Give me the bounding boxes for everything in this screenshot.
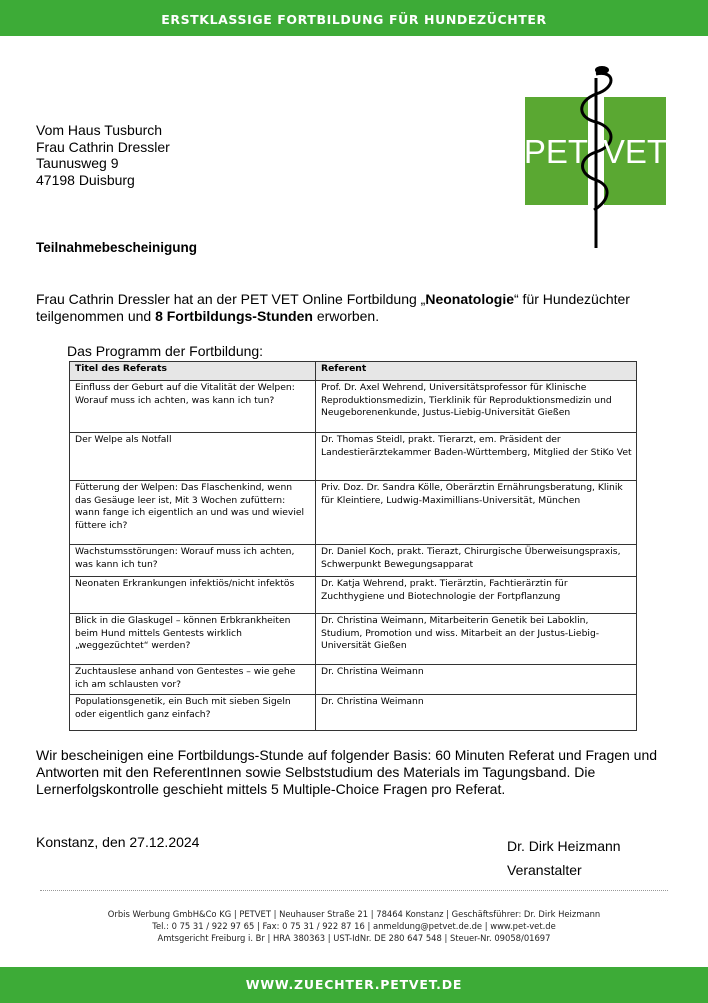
footer-line: Orbis Werbung GmbH&Co KG | PETVET | Neuhauser Straße 21 | 78464 Konstanz | Geschäftsführer: Dr. Dirk Heizmann [107,909,601,919]
document-heading: Teilnahmebescheinigung [36,240,198,255]
talk-speaker: Dr. Christina Weimann [316,695,637,731]
table-row [70,481,637,545]
talk-title: Einfluss der Geburt auf die Vitalität der Welpen: Worauf muss ich achten, was kann ich tun? [70,381,316,433]
talk-title: Wachstumsstörungen: Worauf muss ich achten, was kann ich tun? [70,545,316,577]
talk-speaker: Dr. Christina Weimann, Mitarbeiterin Genetik bei Laboklin, Studium, Promotion und wiss. Mitarbeit an der Justus-Liebig-Universität Gießen [316,614,637,665]
place-date: Konstanz, den 27.12.2024 [36,834,200,850]
course-name: Neonatologie [425,291,514,307]
table-row [70,545,637,577]
address-line: Vom Haus Tusburch [36,122,163,138]
table-row [70,381,637,433]
table-row [70,614,637,665]
signer-role: Veranstalter [507,862,582,878]
talk-speaker: Dr. Christina Weimann [316,665,637,695]
talk-speaker: Dr. Thomas Steidl, prakt. Tierarzt, em. Präsident der Landestierärztekammer Baden-Württemberg, Mitglied der StiKo Vet [316,433,637,481]
training-hours: 8 Fortbildungs-Stunden [155,308,313,324]
talk-title: Fütterung der Welpen: Das Flaschenkind, wenn das Gesäuge leer ist, Mit 3 Wochen zufüttern: wann fange ich eigentlich an und was und wieviel füttere ich? [70,481,316,545]
column-header-speaker: Referent [316,362,637,381]
talk-title: Zuchtauslese anhand von Gentestes – wie gehe ich am schlausten vor? [70,665,316,695]
talk-speaker: Dr. Daniel Koch, prakt. Tierazt, Chirurgische Überweisungspraxis, Schwerpunkt Bewegungsapparat [316,545,637,577]
talk-speaker: Priv. Doz. Dr. Sandra Kölle, Oberärztin Ernährungsberatung, Klinik für Kleintiere, Ludwig-Maximillians-Universität, München [316,481,637,545]
website-link[interactable]: WWW.ZUECHTER.PETVET.DE [0,967,708,1003]
footer-line: Amtsgericht Freiburg i. Br | HRA 380363 | UST-IdNr. DE 280 647 548 | Steuer-Nr. 09058/01697 [157,933,551,943]
logo-text-pet: PET [523,133,589,170]
footer-line: Tel.: 0 75 31 / 922 97 65 | Fax: 0 75 31 / 922 87 16 | anmeldung@petvet.de.de | www.pet-vet.de [152,921,556,931]
company-footer [0,908,708,944]
talk-title: Der Welpe als Notfall [70,433,316,481]
table-row [70,577,637,614]
intro-text: erworben. [312,308,380,324]
talk-title: Neonaten Erkrankungen infektiös/nicht infektös [70,577,316,614]
address-line: Taunusweg 9 [36,155,119,172]
signer-name: Dr. Dirk Heizmann [507,838,621,854]
petvet-logo [520,60,670,250]
talk-speaker: Prof. Dr. Axel Wehrend, Universitätsprofessor für Klinische Reproduktionsmedizin, Tierklinik für Reproduktionsmedizin und Neugeborenenkunde, Justus-Liebig-Universität Gießen [316,381,637,433]
table-row [70,433,637,481]
basis-paragraph: Wir bescheinigen eine Fortbildungs-Stunde auf folgender Basis: 60 Minuten Referat und Fragen und Antworten mit den ReferentInnen sowie Selbststudium des Materials im Tagungsband. Die Lernerfolgskontrolle geschieht mittels 5 Multiple-Choice Fragen pro Referat. [36,747,658,797]
intro-text: “ für Hundezüchter teilgenommen und [36,291,630,324]
talk-title: Populationsgenetik, ein Buch mit sieben Sigeln oder eigentlich ganz einfach? [70,695,316,731]
intro-paragraph [36,291,686,325]
table-row [70,665,637,695]
talk-title: Blick in die Glaskugel – können Erbkrankheiten beim Hund mittels Gentests wirklich „weggezüchtet“ werden? [70,614,316,665]
program-title: Das Programm der Fortbildung: [67,343,264,359]
logo-text-vet: VET [602,133,668,170]
footer-divider [40,890,668,891]
table-row [70,695,637,731]
address-line: Frau Cathrin Dressler [36,138,170,155]
address-line: 47198 Duisburg [36,171,135,188]
intro-text: Frau Cathrin Dressler hat an der PET VET Online Fortbildung „ [36,291,426,307]
table-header-row [70,362,637,381]
signature-block [507,834,621,882]
talk-speaker: Dr. Katja Wehrend, prakt. Tierärztin, Fachtierärztin für Zuchthygiene und Biotechnologie der Fortpflanzung [316,577,637,614]
recipient-address [36,122,170,188]
column-header-title: Titel des Referats [70,362,316,381]
program-table [69,361,637,731]
top-banner: ERSTKLASSIGE FORTBILDUNG FÜR HUNDEZÜCHTER [0,0,708,36]
